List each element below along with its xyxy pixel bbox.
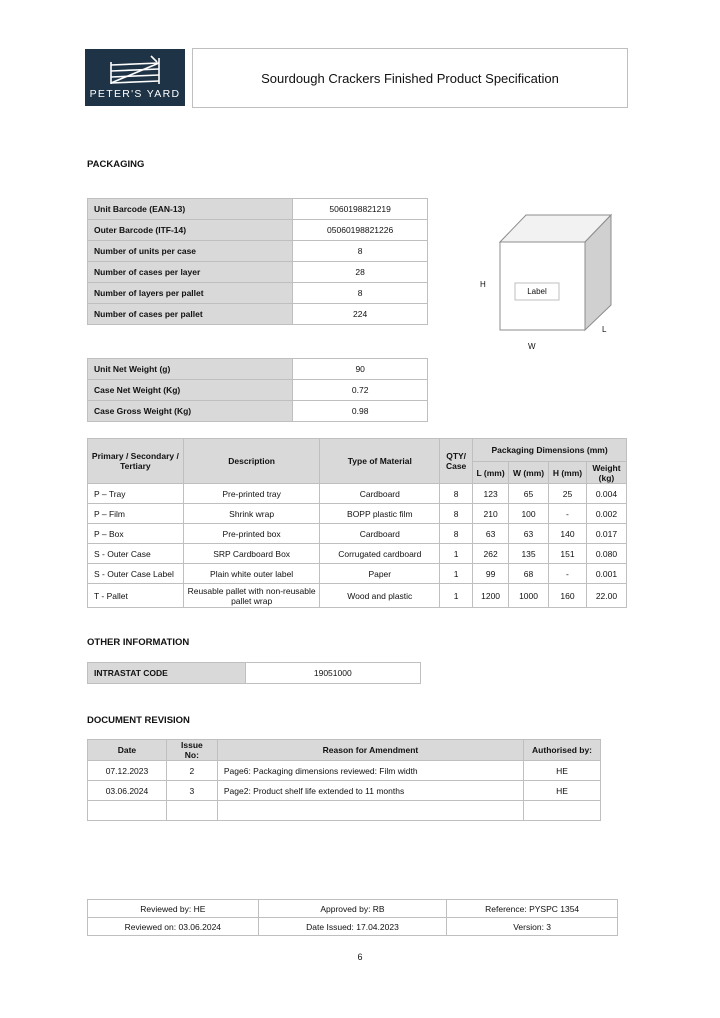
- case-dimension-diagram: [478, 212, 618, 356]
- cell-w: 1000: [509, 584, 549, 608]
- table-row: [88, 663, 421, 684]
- document-title: Sourdough Crackers Finished Product Specification: [192, 48, 628, 108]
- width-marker: W: [528, 342, 536, 351]
- cell-reason: Page6: Packaging dimensions reviewed: Film width: [217, 761, 523, 781]
- weight-value: 0.98: [293, 401, 428, 422]
- cell-h: 151: [549, 544, 587, 564]
- weight-value: 0.72: [293, 380, 428, 401]
- table-row: [88, 564, 627, 584]
- cell-qty: 1: [440, 544, 473, 564]
- table-row: [88, 504, 627, 524]
- table-row: [88, 262, 428, 283]
- weight-value: 90: [293, 359, 428, 380]
- col-weight: Weight (kg): [586, 462, 626, 484]
- cell-issue: 2: [166, 761, 217, 781]
- packaging-specs-table: [87, 198, 428, 325]
- spec-label: Outer Barcode (ITF-14): [88, 220, 293, 241]
- revision-table: [87, 739, 601, 821]
- spec-value: 28: [293, 262, 428, 283]
- cell-l: 99: [473, 564, 509, 584]
- table-row: [88, 781, 601, 801]
- table-row: [88, 900, 618, 918]
- col-description: Description: [183, 439, 320, 484]
- page-number: 6: [357, 952, 363, 962]
- table-row: [88, 584, 627, 608]
- height-marker: H: [480, 280, 486, 289]
- cell-h: -: [549, 504, 587, 524]
- col-h: H (mm): [549, 462, 587, 484]
- table-row: [88, 283, 428, 304]
- spec-label: Number of layers per pallet: [88, 283, 293, 304]
- col-l: L (mm): [473, 462, 509, 484]
- approved-by: Approved by: RB: [258, 900, 447, 918]
- col-dimensions: Packaging Dimensions (mm): [473, 439, 627, 462]
- cell-w: 68: [509, 564, 549, 584]
- cell-material: BOPP plastic film: [320, 504, 440, 524]
- cell-description: SRP Cardboard Box: [183, 544, 320, 564]
- cell-weight: 0.001: [586, 564, 626, 584]
- cell-description: Reusable pallet with non-reusable pallet wrap: [183, 584, 320, 608]
- cell-w: 100: [509, 504, 549, 524]
- col-authorised: Authorised by:: [524, 740, 601, 761]
- brand-name: PETER'S YARD: [89, 88, 181, 100]
- cell-material: Wood and plastic: [320, 584, 440, 608]
- table-row: [88, 918, 618, 936]
- cell-level: P – Tray: [88, 484, 184, 504]
- col-qty: QTY/ Case: [440, 439, 473, 484]
- col-reason: Reason for Amendment: [217, 740, 523, 761]
- date-issued: Date Issued: 17.04.2023: [258, 918, 447, 936]
- cell-weight: 22.00: [586, 584, 626, 608]
- cell-h: 160: [549, 584, 587, 608]
- cell-h: 140: [549, 524, 587, 544]
- table-row: [88, 359, 428, 380]
- cell-qty: 8: [440, 504, 473, 524]
- cell-qty: 8: [440, 484, 473, 504]
- reviewed-on: Reviewed on: 03.06.2024: [88, 918, 259, 936]
- table-row: [88, 304, 428, 325]
- cell-description: Pre-printed tray: [183, 484, 320, 504]
- cell-l: 210: [473, 504, 509, 524]
- revision-heading: DOCUMENT REVISION: [87, 715, 190, 726]
- col-primary: Primary / Secondary / Tertiary: [88, 439, 184, 484]
- cell-weight: 0.004: [586, 484, 626, 504]
- cell-date: 03.06.2024: [88, 781, 167, 801]
- cell-issue: [166, 801, 217, 821]
- table-row: [88, 199, 428, 220]
- cell-weight: 0.002: [586, 504, 626, 524]
- spec-value: 8: [293, 241, 428, 262]
- col-date: Date: [88, 740, 167, 761]
- cell-level: P – Film: [88, 504, 184, 524]
- weight-label: Case Gross Weight (Kg): [88, 401, 293, 422]
- cell-level: S - Outer Case Label: [88, 564, 184, 584]
- table-row: [88, 241, 428, 262]
- table-row: [88, 801, 601, 821]
- spec-label: Unit Barcode (EAN-13): [88, 199, 293, 220]
- spec-label: Number of cases per layer: [88, 262, 293, 283]
- weight-label: Case Net Weight (Kg): [88, 380, 293, 401]
- cell-qty: 1: [440, 584, 473, 608]
- intrastat-label: INTRASTAT CODE: [88, 663, 246, 684]
- cell-l: 63: [473, 524, 509, 544]
- cell-level: S - Outer Case: [88, 544, 184, 564]
- cell-authorised: HE: [524, 781, 601, 801]
- cell-w: 63: [509, 524, 549, 544]
- cell-authorised: [524, 801, 601, 821]
- spec-value: 5060198821219: [293, 199, 428, 220]
- label-marker: Label: [527, 287, 547, 296]
- spec-value: 8: [293, 283, 428, 304]
- cell-material: Cardboard: [320, 524, 440, 544]
- cell-w: 65: [509, 484, 549, 504]
- cell-l: 123: [473, 484, 509, 504]
- table-row: [88, 761, 601, 781]
- cell-h: -: [549, 564, 587, 584]
- table-row: [88, 484, 627, 504]
- cell-date: [88, 801, 167, 821]
- cell-description: Pre-printed box: [183, 524, 320, 544]
- cell-material: Paper: [320, 564, 440, 584]
- table-row: [88, 544, 627, 564]
- cell-qty: 8: [440, 524, 473, 544]
- intrastat-table: [87, 662, 421, 684]
- weights-table: [87, 358, 428, 422]
- brand-logo: [85, 49, 185, 106]
- cell-l: 262: [473, 544, 509, 564]
- cell-level: P – Box: [88, 524, 184, 544]
- approval-footer: [87, 899, 618, 936]
- cell-level: T - Pallet: [88, 584, 184, 608]
- cell-authorised: HE: [524, 761, 601, 781]
- gate-icon: [107, 54, 163, 86]
- spec-label: Number of units per case: [88, 241, 293, 262]
- table-row: [88, 220, 428, 241]
- cell-reason: Page2: Product shelf life extended to 11 months: [217, 781, 523, 801]
- length-marker: L: [602, 325, 607, 334]
- cell-weight: 0.017: [586, 524, 626, 544]
- col-w: W (mm): [509, 462, 549, 484]
- reference: Reference: PYSPC 1354: [447, 900, 618, 918]
- table-row: [88, 524, 627, 544]
- cell-qty: 1: [440, 564, 473, 584]
- table-row: [88, 401, 428, 422]
- cell-material: Cardboard: [320, 484, 440, 504]
- cell-reason: [217, 801, 523, 821]
- table-row: [88, 380, 428, 401]
- reviewed-by: Reviewed by: HE: [88, 900, 259, 918]
- col-issue: Issue No:: [166, 740, 217, 761]
- spec-value: 224: [293, 304, 428, 325]
- cell-weight: 0.080: [586, 544, 626, 564]
- packaging-materials-table: [87, 438, 627, 608]
- other-info-heading: OTHER INFORMATION: [87, 637, 190, 648]
- cell-material: Corrugated cardboard: [320, 544, 440, 564]
- cell-l: 1200: [473, 584, 509, 608]
- cell-description: Shrink wrap: [183, 504, 320, 524]
- cell-issue: 3: [166, 781, 217, 801]
- weight-label: Unit Net Weight (g): [88, 359, 293, 380]
- cell-description: Plain white outer label: [183, 564, 320, 584]
- cell-date: 07.12.2023: [88, 761, 167, 781]
- version: Version: 3: [447, 918, 618, 936]
- cell-h: 25: [549, 484, 587, 504]
- cell-w: 135: [509, 544, 549, 564]
- spec-label: Number of cases per pallet: [88, 304, 293, 325]
- packaging-heading: PACKAGING: [87, 159, 145, 170]
- col-material-type: Type of Material: [320, 439, 440, 484]
- intrastat-value: 19051000: [245, 663, 420, 684]
- spec-value: 05060198821226: [293, 220, 428, 241]
